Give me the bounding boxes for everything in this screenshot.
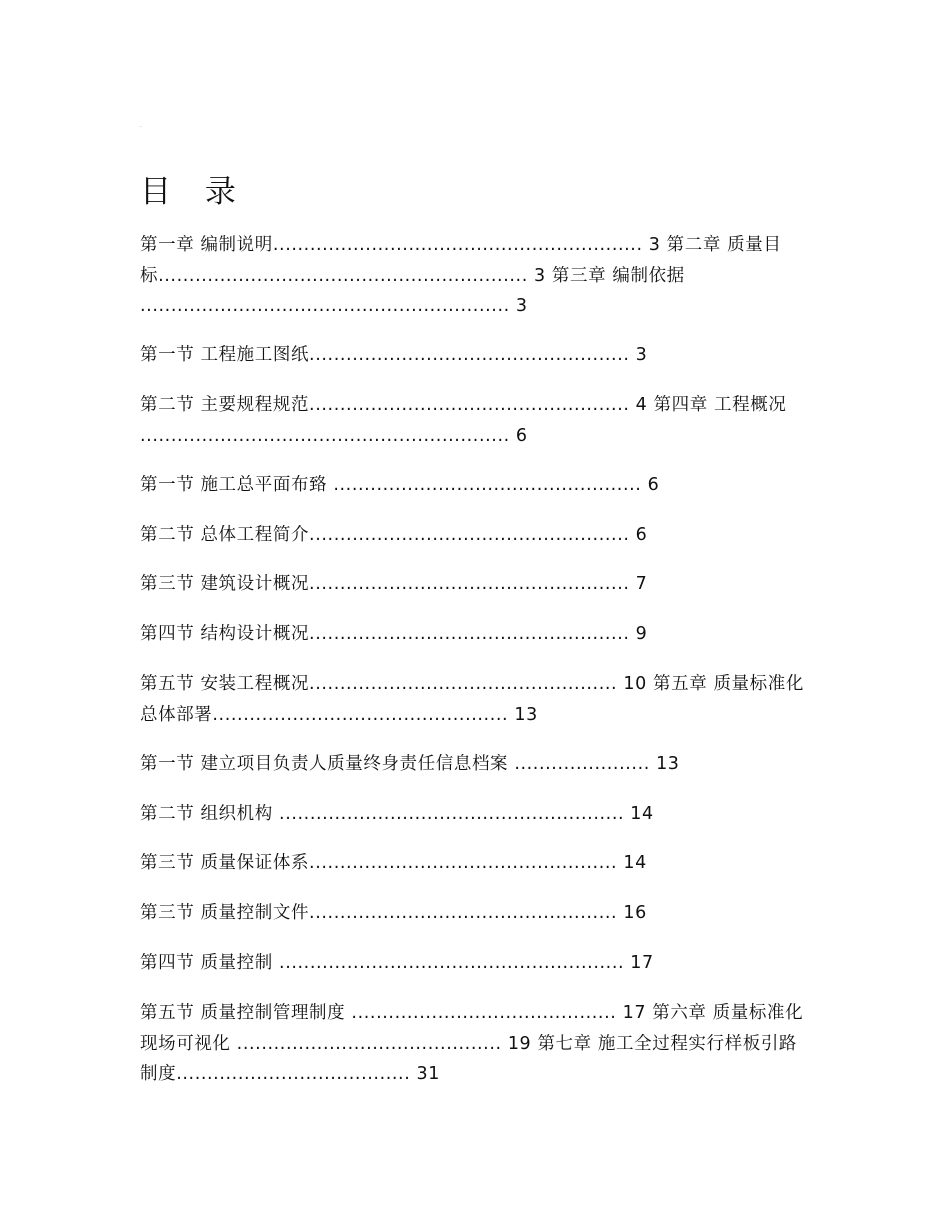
toc-entry-4-4[interactable]: 第四节 结构设计概况.................................................... 9 xyxy=(140,624,648,644)
toc-entry-4-3[interactable]: 第三节 建筑设计概况.................................................... 7 xyxy=(140,574,648,594)
toc-entry-5-5-chapter-6-7[interactable]: 第五节 质量控制管理制度 ........................................... 17 第六章 质量标准化现场可视化 ........................................... 19 第七章 施工全过程实行样板引路制度...................................... 31 xyxy=(140,1003,804,1084)
toc-entry-3-1[interactable]: 第一节 工程施工图纸.................................................... 3 xyxy=(140,345,648,365)
toc-entry-4-2[interactable]: 第二节 总体工程简介.................................................... 6 xyxy=(140,525,648,545)
corner-mark: · xyxy=(140,124,142,131)
toc-entry-5-3a[interactable]: 第三节 质量保证体系.................................................. 14 xyxy=(140,853,647,873)
toc-title: 目 录 xyxy=(140,174,248,210)
toc-entry-5-4[interactable]: 第四节 质量控制 ........................................................ 17 xyxy=(140,953,654,973)
toc-entry-4-1[interactable]: 第一节 施工总平面布臵 .................................................. 6 xyxy=(140,475,660,495)
toc-entry-5-1[interactable]: 第一节 建立项目负责人质量终身责任信息档案 ...................... 13 xyxy=(140,754,680,774)
toc-entry-5-3b[interactable]: 第三节 质量控制文件.................................................. 16 xyxy=(140,903,647,923)
toc-entry-4-5-chapter-5[interactable]: 第五节 安装工程概况.................................................. 10 第五章 质量标准化总体部署................................................ 13 xyxy=(140,674,804,725)
toc-entry-3-2-chapter-4[interactable]: 第二节 主要规程规范.................................................... 4 第四章 工程概况 ............................................................ 6 xyxy=(140,395,793,446)
toc-entry-5-2[interactable]: 第二节 组织机构 ........................................................ 14 xyxy=(140,804,654,824)
toc-entry-chapter-1-3[interactable]: 第一章 编制说明............................................................ 3 第二章 质量目标............................................................ 3 第三章 编制依据 ............................................................ 3 xyxy=(140,235,782,316)
